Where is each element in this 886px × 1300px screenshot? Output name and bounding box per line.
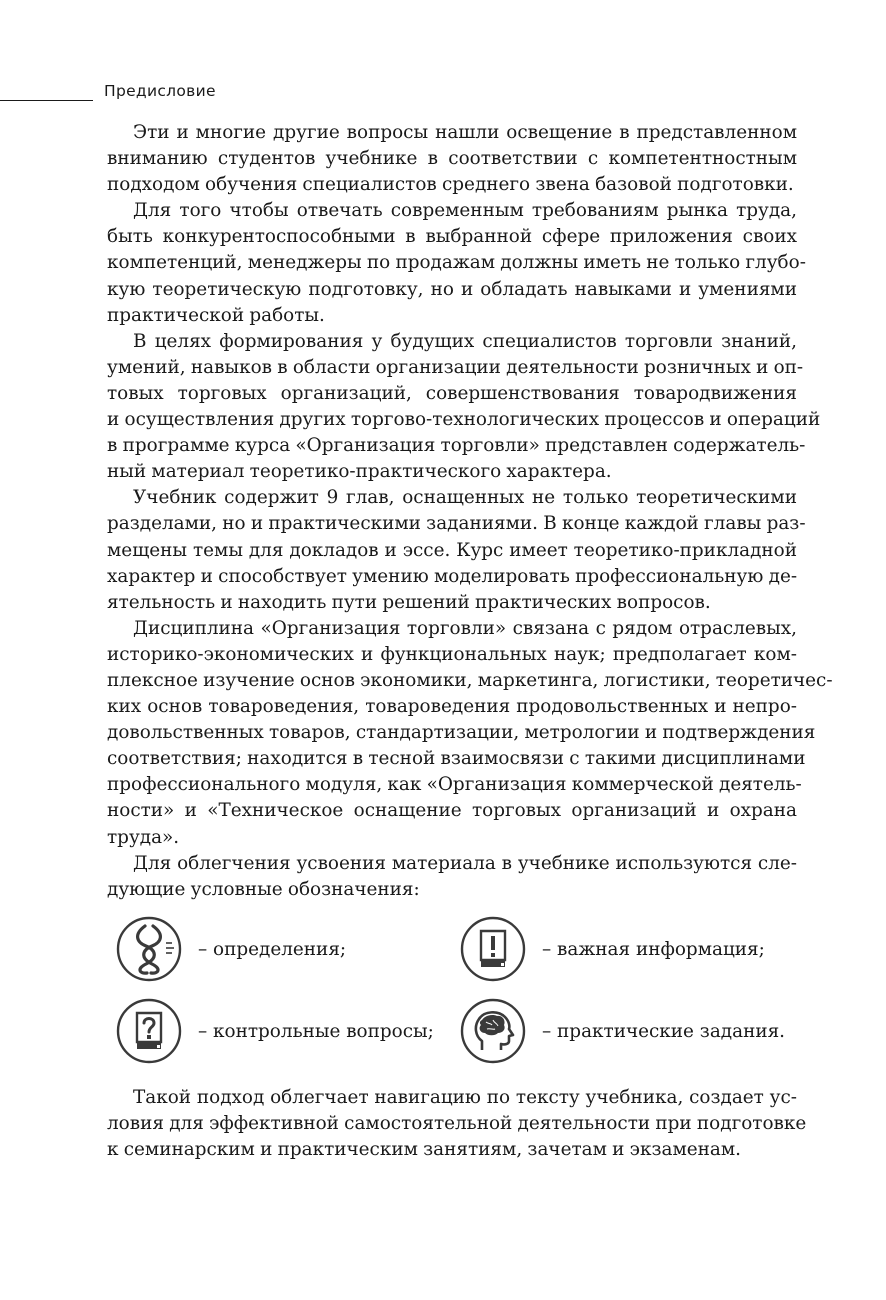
- text-line: практической работы.: [107, 304, 325, 326]
- text-line: и осуществления других торгово-технологических процессов и операций: [107, 409, 821, 431]
- text-line: Для того чтобы отвечать современным требованиям рынка труда,: [133, 200, 797, 222]
- text-line: вниманию студентов учебнике в соответствии с компетентностным: [107, 148, 797, 170]
- text-line: профессионального модуля, как «Организация коммерческой деятель-: [107, 774, 802, 796]
- text-line: Эти и многие другие вопросы нашли освещение в представленном: [133, 122, 797, 143]
- text-line: ный материал теоретико-практического характера.: [107, 461, 612, 483]
- legend-item-practical: [460, 998, 785, 1064]
- text-line: труда».: [107, 826, 180, 848]
- body-text: [107, 120, 833, 903]
- text-line: умений, навыков в области организации деятельности розничных и оп-: [107, 356, 804, 378]
- text-line: ности» и «Техническое оснащение торговых организаций и охрана: [107, 800, 797, 822]
- text-line: Такой подход облегчает навигацию по тексту учебника, создает ус-: [133, 1087, 797, 1108]
- text-line: Дисциплина «Организация торговли» связана с рядом отраслевых,: [133, 617, 797, 639]
- brain-head-icon: [460, 998, 526, 1064]
- text-line: В целях формирования у будущих специалистов торговли знаний,: [133, 330, 797, 352]
- text-line: товых торговых организаций, совершенствования товародвижения: [107, 382, 797, 404]
- question-book-icon: [116, 998, 182, 1064]
- legend-item-definitions: [116, 916, 346, 982]
- legend-label-practical: – практические задания.: [542, 1020, 786, 1042]
- text-line: ятельность и находить пути решений практических вопросов.: [107, 591, 711, 613]
- exclamation-book-icon: [460, 916, 526, 982]
- legend: [116, 916, 816, 1066]
- text-line: историко-экономических и функциональных наук; предполагает ком-: [107, 643, 797, 665]
- header-rule: [0, 100, 93, 101]
- text-line: компетенций, менеджеры по продажам должны иметь не только глубо-: [107, 252, 806, 274]
- text-line: дующие условные обозначения:: [107, 878, 420, 900]
- text-line: ких основ товароведения, товароведения продовольственных и непро-: [107, 696, 797, 718]
- paragraph: [107, 198, 806, 328]
- text-line: разделами, но и практическими заданиями. В конце каждой главы раз-: [107, 513, 806, 535]
- text-line: плексное изучение основ экономики, маркетинга, логистики, теоретичес-: [107, 669, 833, 691]
- text-line: быть конкурентоспособными в выбранной сфере приложения своих: [107, 226, 797, 248]
- text-line: соответствия; находится в тесной взаимосвязи с такими дисциплинами: [107, 748, 806, 770]
- paragraph: [107, 120, 797, 198]
- text-line: в программе курса «Организация торговли» представлен содержатель-: [107, 435, 806, 457]
- closing-paragraph: [107, 1085, 807, 1163]
- paragraph: [107, 851, 797, 903]
- text-line: ловия для эффективной самостоятельной деятельности при подготовке: [107, 1113, 807, 1135]
- text-line: Учебник содержит 9 глав, оснащенных не только теоретическими: [133, 487, 797, 509]
- paragraph: [107, 1085, 807, 1163]
- text-line: подходом обучения специалистов среднего звена базовой подготовки.: [107, 174, 794, 196]
- text-line: к семинарским и практическим занятиям, зачетам и экзаменам.: [107, 1139, 742, 1161]
- legend-item-important: [460, 916, 765, 982]
- text-line: Для облегчения усвоения материала в учебнике используются сле-: [133, 852, 797, 874]
- legend-label-questions: – контрольные вопросы;: [198, 1020, 434, 1042]
- knot-icon: [116, 916, 182, 982]
- paragraph: [107, 329, 821, 486]
- paragraph: [107, 616, 833, 851]
- legend-item-questions: [116, 998, 434, 1064]
- text-line: довольственных товаров, стандартизации, метрологии и подтверждения: [107, 722, 816, 744]
- legend-label-definitions: – определения;: [198, 938, 347, 960]
- paragraph: [107, 485, 806, 615]
- text-line: кую теоретическую подготовку, но и обладать навыками и умениями: [107, 278, 797, 300]
- text-line: мещены темы для докладов и эссе. Курс имеет теоретико-прикладной: [107, 539, 797, 561]
- running-header: Предисловие: [104, 82, 216, 100]
- legend-label-important: – важная информация;: [542, 938, 765, 960]
- text-line: характер и способствует умению моделировать профессиональную де-: [107, 565, 798, 587]
